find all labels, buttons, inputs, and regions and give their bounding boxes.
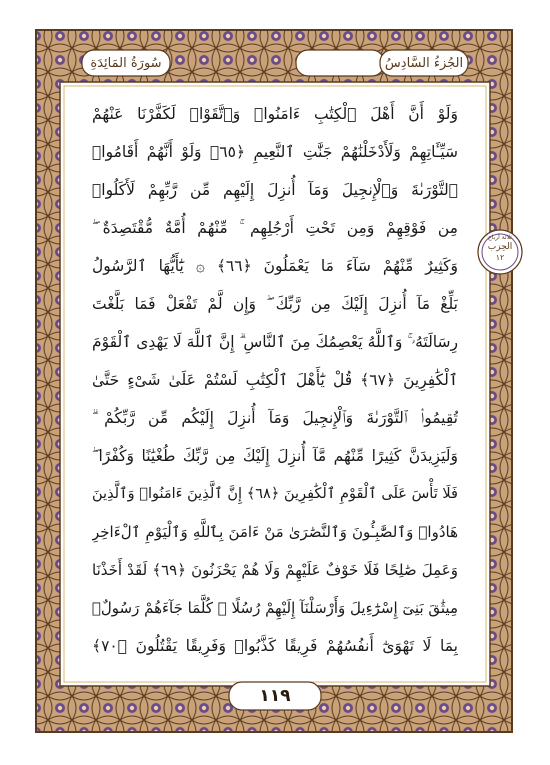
verse-line-13: وَعَمِلَ صَٰلِحًا فَلَا خَوْفٌ عَلَيْهِمْ وَلَا هُمْ يَحْزَنُونَ ﴿٦٩﴾ لَقَدْ أَخَذْنَا (92, 561, 458, 579)
verse-line-14: مِيثَٰقَ بَنِىٓ إِسْرَٰٓءِيلَ وَأَرْسَلْنَآ إِلَيْهِمْ رُسُلًا ۖ كُلَّمَا جَآءَهُمْ رَسُولٌۢ (92, 599, 458, 617)
juz-label: الجُزءُ السَّادِسُ (384, 56, 464, 71)
verse-line-2: سَيِّـَٔاتِهِمْ وَلَأَدْخَلْنَٰهُمْ جَنَّٰتِ ٱلنَّعِيمِ ﴿٦٥﴾ وَلَوْ أَنَّهُمْ أَقَامُوا۟ (92, 143, 458, 161)
verse-line-4: مِن فَوْقِهِمْ وَمِن تَحْتِ أَرْجُلِهِم ۚ مِّنْهُمْ أُمَّةٌ مُّقْتَصِدَةٌ ۖ (92, 219, 458, 237)
verse-line-10: وَلَيَزِيدَنَّ كَثِيرًا مِّنْهُم مَّآ أُنزِلَ إِلَيْكَ مِن رَّبِّكَ طُغْيَٰنًا وَكُفْرًا ۖ (92, 447, 458, 465)
verse-text-block (92, 95, 458, 670)
hizb-marker (481, 222, 519, 282)
verse-line-8: ٱلْكَٰفِرِينَ ﴿٦٧﴾ قُلْ يَٰٓأَهْلَ ٱلْكِتَٰبِ لَسْتُمْ عَلَىٰ شَىْءٍ حَتَّىٰ (92, 371, 458, 389)
verse-line-5: وَكَثِيرٌ مِّنْهُمْ سَآءَ مَا يَعْمَلُونَ ﴿٦٦﴾ ۞ يَٰٓأَيُّهَا ٱلرَّسُولُ (92, 257, 458, 275)
surah-name-label: سُورَةُ المَائِدَةِ (90, 56, 162, 71)
verse-line-1: وَلَوْ أَنَّ أَهْلَ ٱلْكِتَٰبِ ءَامَنُوا۟ وَٱتَّقَوْا۟ لَكَفَّرْنَا عَنْهُمْ (92, 105, 458, 123)
verse-line-9: تُقِيمُوا۟ ٱلتَّوْرَىٰةَ وَٱلْإِنجِيلَ وَمَآ أُنزِلَ إِلَيْكُم مِّن رَّبِّكُمْ ۗ (92, 409, 458, 427)
page-number: ١١٩ (259, 686, 291, 706)
verse-line-12: هَادُوا۟ وَٱلصَّٰبِـُٔونَ وَٱلنَّصَٰرَىٰ مَنْ ءَامَنَ بِٱللَّهِ وَٱلْيَوْمِ ٱلْءَاخِرِ (92, 523, 458, 541)
hizb-label: الحِزب (487, 242, 513, 252)
verse-line-3: ٱلتَّوْرَىٰةَ وَٱلْإِنجِيلَ وَمَآ أُنزِلَ إِلَيْهِم مِّن رَّبِّهِمْ لَأَكَلُوا۟ (92, 181, 458, 199)
hizb-number: ١٢ (495, 253, 505, 262)
verse-line-15: بِمَا لَا تَهْوَىٰٓ أَنفُسُهُمْ فَرِيقًا كَذَّبُوا۟ وَفَرِيقًا يَقْتُلُونَ ﴿٧٠﴾ (92, 637, 458, 655)
verse-line-11: فَلَا تَأْسَ عَلَى ٱلْقَوْمِ ٱلْكَٰفِرِينَ ﴿٦٨﴾ إِنَّ ٱلَّذِينَ ءَامَنُوا۟ وَٱلَّذِينَ (92, 486, 458, 502)
verse-line-7: رِسَالَتَهُۥ ۚ وَٱللَّهُ يَعْصِمُكَ مِنَ ٱلنَّاسِ ۗ إِنَّ ٱللَّهَ لَا يَهْدِى ٱلْقَوْمَ (92, 333, 458, 351)
verse-line-6: بَلِّغْ مَآ أُنزِلَ إِلَيْكَ مِن رَّبِّكَ ۖ وَإِن لَّمْ تَفْعَلْ فَمَا بَلَّغْتَ (92, 295, 458, 313)
hizb-quarter-label: ثلاثة أرباع (488, 234, 512, 241)
